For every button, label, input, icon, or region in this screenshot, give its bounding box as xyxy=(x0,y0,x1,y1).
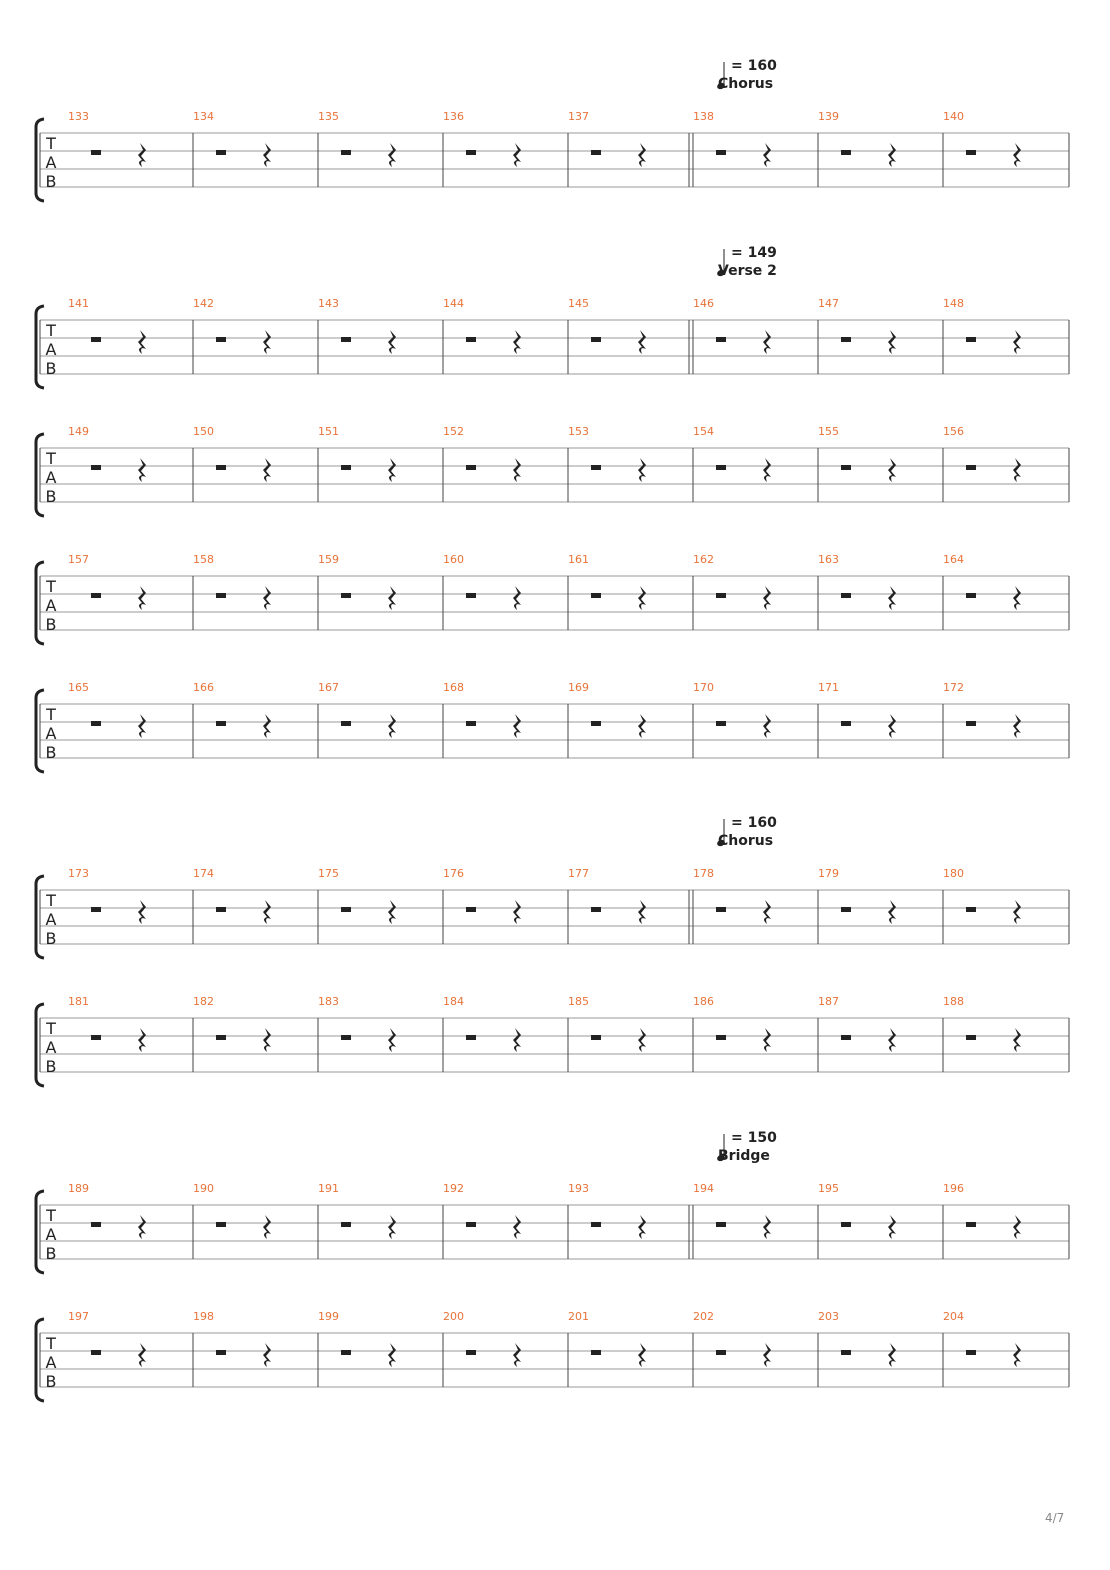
quarter-rest xyxy=(1013,143,1021,167)
half-rest xyxy=(91,1222,101,1227)
measure-number: 188 xyxy=(943,995,964,1008)
half-rest xyxy=(841,1222,851,1227)
tab-clef-letter: T xyxy=(46,134,56,153)
tab-staff-system xyxy=(36,425,1069,516)
section-label: Chorus xyxy=(718,833,774,849)
half-rest xyxy=(591,337,601,342)
measure-number: 186 xyxy=(693,995,714,1008)
half-rest xyxy=(966,1035,976,1040)
half-rest xyxy=(341,150,351,155)
tab-clef-letter: T xyxy=(46,321,56,340)
half-rest xyxy=(216,337,226,342)
measure-number: 190 xyxy=(193,1182,214,1195)
page-number: 4/7 xyxy=(1045,1511,1065,1525)
quarter-rest xyxy=(138,1028,146,1052)
measure-number: 140 xyxy=(943,110,964,123)
half-rest xyxy=(716,593,726,598)
quarter-rest xyxy=(638,458,646,482)
half-rest xyxy=(591,1035,601,1040)
section-label: Verse 2 xyxy=(718,263,777,279)
measure-number: 158 xyxy=(193,553,214,566)
measure-number: 178 xyxy=(693,867,714,880)
half-rest xyxy=(216,465,226,470)
tab-clef-letter: A xyxy=(45,1038,57,1057)
half-rest xyxy=(841,593,851,598)
quarter-rest xyxy=(888,458,896,482)
tempo-marking: = 160 xyxy=(731,815,777,831)
quarter-rest xyxy=(513,1343,521,1367)
half-rest xyxy=(91,1350,101,1355)
half-rest xyxy=(716,1035,726,1040)
quarter-rest xyxy=(263,714,271,738)
half-rest xyxy=(591,721,601,726)
half-rest xyxy=(91,1035,101,1040)
quarter-rest xyxy=(763,330,771,354)
quarter-rest xyxy=(888,586,896,610)
tab-staff-system xyxy=(36,58,1069,201)
quarter-rest xyxy=(513,143,521,167)
tab-staff-system xyxy=(36,1130,1069,1273)
half-rest xyxy=(341,337,351,342)
quarter-rest xyxy=(763,143,771,167)
quarter-rest xyxy=(138,900,146,924)
measure-number: 165 xyxy=(68,681,89,694)
half-rest xyxy=(466,721,476,726)
quarter-rest xyxy=(888,1343,896,1367)
measure-number: 180 xyxy=(943,867,964,880)
half-rest xyxy=(716,337,726,342)
measure-number: 154 xyxy=(693,425,714,438)
quarter-rest xyxy=(1013,1028,1021,1052)
quarter-rest xyxy=(138,714,146,738)
tab-clef-letter: B xyxy=(45,359,57,378)
quarter-rest xyxy=(513,330,521,354)
half-rest xyxy=(966,337,976,342)
half-rest xyxy=(216,150,226,155)
half-rest xyxy=(341,721,351,726)
measure-number: 182 xyxy=(193,995,214,1008)
measure-number: 204 xyxy=(943,1310,964,1323)
tab-clef-letter: B xyxy=(45,929,57,948)
tab-clef-letter: A xyxy=(45,1353,57,1372)
half-rest xyxy=(716,150,726,155)
quarter-rest xyxy=(513,1215,521,1239)
half-rest xyxy=(716,907,726,912)
half-rest xyxy=(591,593,601,598)
measure-number: 189 xyxy=(68,1182,89,1195)
measure-number: 149 xyxy=(68,425,89,438)
measure-number: 184 xyxy=(443,995,464,1008)
measure-number: 133 xyxy=(68,110,89,123)
quarter-rest xyxy=(388,714,396,738)
half-rest xyxy=(466,1222,476,1227)
half-rest xyxy=(841,150,851,155)
measure-number: 171 xyxy=(818,681,839,694)
quarter-rest xyxy=(1013,900,1021,924)
quarter-rest xyxy=(388,458,396,482)
quarter-rest xyxy=(388,1343,396,1367)
quarter-rest xyxy=(138,586,146,610)
half-rest xyxy=(466,150,476,155)
half-rest xyxy=(341,593,351,598)
half-rest xyxy=(91,465,101,470)
quarter-rest xyxy=(1013,1343,1021,1367)
half-rest xyxy=(591,150,601,155)
half-rest xyxy=(716,465,726,470)
measure-number: 199 xyxy=(318,1310,339,1323)
half-rest xyxy=(841,1035,851,1040)
half-rest xyxy=(216,1035,226,1040)
measure-number: 153 xyxy=(568,425,589,438)
quarter-rest xyxy=(1013,586,1021,610)
quarter-rest xyxy=(763,458,771,482)
measure-number: 195 xyxy=(818,1182,839,1195)
measure-number: 152 xyxy=(443,425,464,438)
tab-clef-letter: T xyxy=(46,891,56,910)
tempo-marking: = 150 xyxy=(731,1130,777,1146)
quarter-rest xyxy=(388,143,396,167)
tab-clef-letter: A xyxy=(45,340,57,359)
quarter-rest xyxy=(638,1343,646,1367)
quarter-rest xyxy=(888,143,896,167)
quarter-rest xyxy=(388,330,396,354)
measure-number: 144 xyxy=(443,297,464,310)
quarter-rest xyxy=(138,458,146,482)
half-rest xyxy=(466,337,476,342)
quarter-rest xyxy=(263,1215,271,1239)
section-label: Chorus xyxy=(718,76,774,92)
tempo-marking: = 160 xyxy=(731,58,777,74)
half-rest xyxy=(841,907,851,912)
measure-number: 194 xyxy=(693,1182,714,1195)
half-rest xyxy=(341,907,351,912)
half-rest xyxy=(716,1222,726,1227)
half-rest xyxy=(466,593,476,598)
half-rest xyxy=(841,1350,851,1355)
quarter-rest xyxy=(763,1028,771,1052)
tab-clef-letter: B xyxy=(45,1057,57,1076)
measure-number: 137 xyxy=(568,110,589,123)
quarter-rest xyxy=(513,714,521,738)
half-rest xyxy=(841,721,851,726)
quarter-rest xyxy=(388,1028,396,1052)
half-rest xyxy=(716,1350,726,1355)
half-rest xyxy=(966,465,976,470)
quarter-rest xyxy=(263,900,271,924)
tab-staff-system xyxy=(36,245,1069,388)
half-rest xyxy=(216,1350,226,1355)
measure-number: 148 xyxy=(943,297,964,310)
quarter-rest xyxy=(263,458,271,482)
measure-number: 187 xyxy=(818,995,839,1008)
measure-number: 201 xyxy=(568,1310,589,1323)
measure-number: 134 xyxy=(193,110,214,123)
tab-clef-letter: T xyxy=(46,1334,56,1353)
measure-number: 157 xyxy=(68,553,89,566)
tab-clef-letter: A xyxy=(45,910,57,929)
measure-number: 173 xyxy=(68,867,89,880)
measure-number: 168 xyxy=(443,681,464,694)
measure-number: 136 xyxy=(443,110,464,123)
measure-number: 174 xyxy=(193,867,214,880)
measure-number: 200 xyxy=(443,1310,464,1323)
quarter-rest xyxy=(513,900,521,924)
measure-number: 176 xyxy=(443,867,464,880)
measure-number: 196 xyxy=(943,1182,964,1195)
tab-clef-letter: A xyxy=(45,153,57,172)
measure-number: 185 xyxy=(568,995,589,1008)
half-rest xyxy=(591,465,601,470)
measure-number: 135 xyxy=(318,110,339,123)
tab-clef-letter: A xyxy=(45,596,57,615)
tab-clef-letter: A xyxy=(45,468,57,487)
tempo-marking: = 149 xyxy=(731,245,777,261)
measure-number: 175 xyxy=(318,867,339,880)
quarter-rest xyxy=(638,1215,646,1239)
quarter-rest xyxy=(888,1028,896,1052)
half-rest xyxy=(966,721,976,726)
measure-number: 166 xyxy=(193,681,214,694)
quarter-rest xyxy=(888,330,896,354)
half-rest xyxy=(966,1222,976,1227)
tab-clef-letter: T xyxy=(46,449,56,468)
measure-number: 198 xyxy=(193,1310,214,1323)
quarter-rest xyxy=(638,586,646,610)
measure-number: 192 xyxy=(443,1182,464,1195)
quarter-rest xyxy=(638,900,646,924)
half-rest xyxy=(91,150,101,155)
half-rest xyxy=(216,1222,226,1227)
half-rest xyxy=(91,593,101,598)
quarter-rest xyxy=(263,330,271,354)
half-rest xyxy=(591,1222,601,1227)
tab-clef-letter: B xyxy=(45,1372,57,1391)
section-label: Bridge xyxy=(718,1148,770,1164)
half-rest xyxy=(216,593,226,598)
tab-clef-letter: T xyxy=(46,577,56,596)
tab-staff-system xyxy=(36,1310,1069,1401)
half-rest xyxy=(466,907,476,912)
half-rest xyxy=(591,1350,601,1355)
measure-number: 170 xyxy=(693,681,714,694)
measure-number: 163 xyxy=(818,553,839,566)
tab-clef-letter: B xyxy=(45,172,57,191)
quarter-rest xyxy=(888,714,896,738)
measure-number: 147 xyxy=(818,297,839,310)
tab-staff-system xyxy=(36,815,1069,958)
half-rest xyxy=(466,1035,476,1040)
half-rest xyxy=(216,721,226,726)
measure-number: 155 xyxy=(818,425,839,438)
half-rest xyxy=(841,465,851,470)
quarter-rest xyxy=(638,1028,646,1052)
tab-clef-letter: B xyxy=(45,1244,57,1263)
half-rest xyxy=(341,1035,351,1040)
quarter-rest xyxy=(138,330,146,354)
quarter-rest xyxy=(388,1215,396,1239)
half-rest xyxy=(466,1350,476,1355)
measure-number: 193 xyxy=(568,1182,589,1195)
half-rest xyxy=(966,593,976,598)
measure-number: 161 xyxy=(568,553,589,566)
quarter-rest xyxy=(1013,458,1021,482)
half-rest xyxy=(466,465,476,470)
quarter-rest xyxy=(388,586,396,610)
half-rest xyxy=(966,150,976,155)
half-rest xyxy=(216,907,226,912)
tab-staff-system xyxy=(36,995,1069,1086)
quarter-rest xyxy=(763,586,771,610)
half-rest xyxy=(966,907,976,912)
tab-clef-letter: A xyxy=(45,724,57,743)
half-rest xyxy=(91,337,101,342)
measure-number: 167 xyxy=(318,681,339,694)
quarter-rest xyxy=(388,900,396,924)
tab-clef-letter: T xyxy=(46,1019,56,1038)
quarter-rest xyxy=(263,586,271,610)
half-rest xyxy=(91,721,101,726)
quarter-rest xyxy=(763,1343,771,1367)
quarter-rest xyxy=(1013,1215,1021,1239)
quarter-rest xyxy=(513,1028,521,1052)
half-rest xyxy=(341,1222,351,1227)
half-rest xyxy=(591,907,601,912)
half-rest xyxy=(341,1350,351,1355)
tab-clef-letter: A xyxy=(45,1225,57,1244)
measure-number: 142 xyxy=(193,297,214,310)
half-rest xyxy=(91,907,101,912)
quarter-rest xyxy=(888,900,896,924)
measure-number: 139 xyxy=(818,110,839,123)
measure-number: 177 xyxy=(568,867,589,880)
tab-clef-letter: B xyxy=(45,615,57,634)
quarter-rest xyxy=(638,330,646,354)
tab-clef-letter: B xyxy=(45,743,57,762)
measure-number: 172 xyxy=(943,681,964,694)
measure-number: 179 xyxy=(818,867,839,880)
tab-clef-letter: T xyxy=(46,705,56,724)
measure-number: 203 xyxy=(818,1310,839,1323)
quarter-rest xyxy=(513,586,521,610)
tab-staff-system xyxy=(36,681,1069,772)
measure-number: 145 xyxy=(568,297,589,310)
tab-staff-system xyxy=(36,553,1069,644)
measure-number: 183 xyxy=(318,995,339,1008)
quarter-rest xyxy=(263,143,271,167)
half-rest xyxy=(841,337,851,342)
quarter-rest xyxy=(263,1028,271,1052)
measure-number: 141 xyxy=(68,297,89,310)
measure-number: 159 xyxy=(318,553,339,566)
quarter-rest xyxy=(138,1215,146,1239)
half-rest xyxy=(341,465,351,470)
measure-number: 169 xyxy=(568,681,589,694)
measure-number: 160 xyxy=(443,553,464,566)
quarter-rest xyxy=(263,1343,271,1367)
half-rest xyxy=(966,1350,976,1355)
quarter-rest xyxy=(1013,330,1021,354)
quarter-rest xyxy=(138,1343,146,1367)
quarter-rest xyxy=(138,143,146,167)
measure-number: 151 xyxy=(318,425,339,438)
measure-number: 181 xyxy=(68,995,89,1008)
measure-number: 197 xyxy=(68,1310,89,1323)
measure-number: 156 xyxy=(943,425,964,438)
quarter-rest xyxy=(763,714,771,738)
quarter-rest xyxy=(1013,714,1021,738)
quarter-rest xyxy=(638,143,646,167)
measure-number: 191 xyxy=(318,1182,339,1195)
quarter-rest xyxy=(763,1215,771,1239)
measure-number: 146 xyxy=(693,297,714,310)
quarter-rest xyxy=(513,458,521,482)
measure-number: 202 xyxy=(693,1310,714,1323)
measure-number: 162 xyxy=(693,553,714,566)
quarter-rest xyxy=(763,900,771,924)
half-rest xyxy=(716,721,726,726)
measure-number: 143 xyxy=(318,297,339,310)
tab-clef-letter: T xyxy=(46,1206,56,1225)
measure-number: 150 xyxy=(193,425,214,438)
measure-number: 164 xyxy=(943,553,964,566)
measure-number: 138 xyxy=(693,110,714,123)
quarter-rest xyxy=(638,714,646,738)
tab-clef-letter: B xyxy=(45,487,57,506)
quarter-rest xyxy=(888,1215,896,1239)
